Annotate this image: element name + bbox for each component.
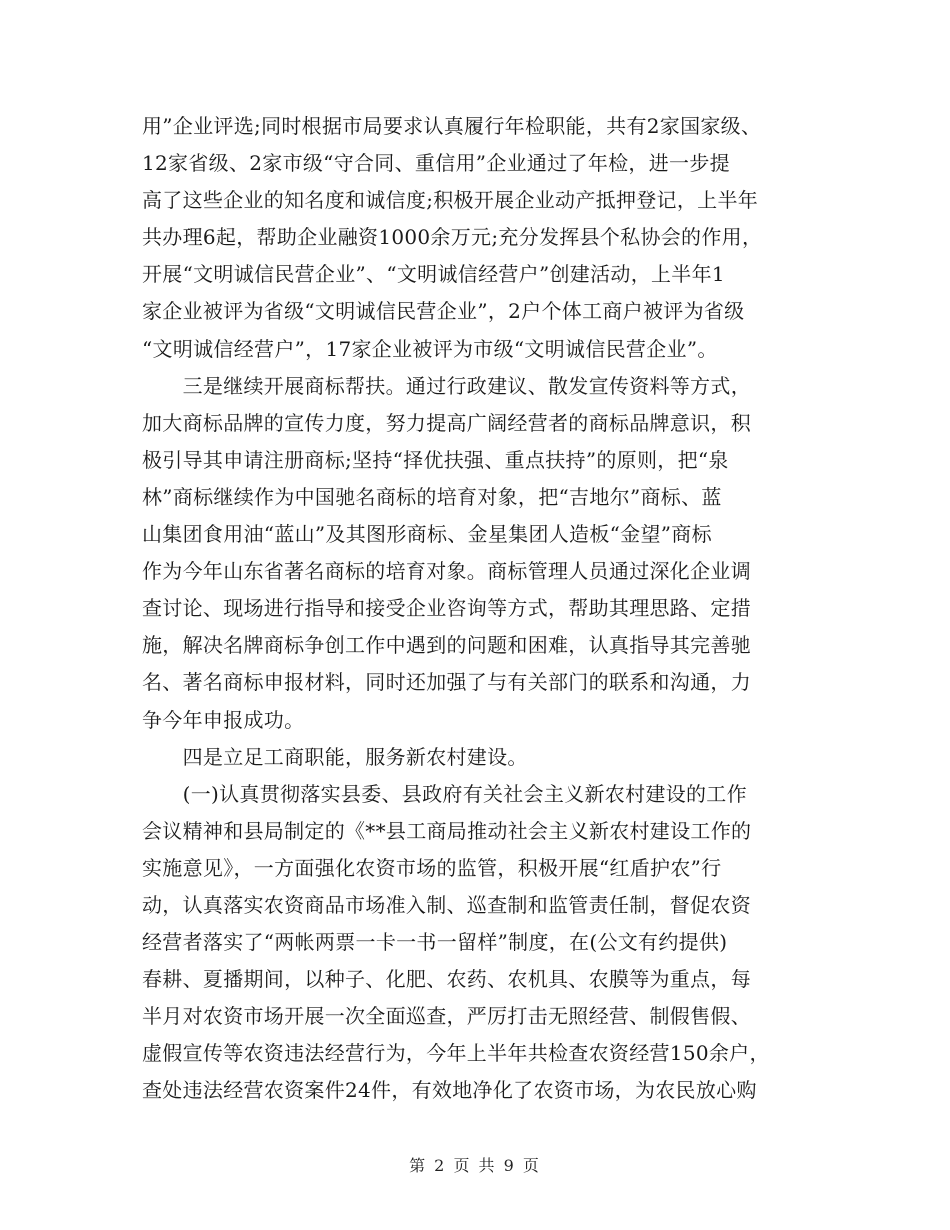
text-line: 山集团食用油“蓝山”及其图形商标、金星集团人造板“金望”商标 xyxy=(142,522,712,547)
text-line: 虚假宣传等农资违法经营行为，今年上半年共检查农资经营150余户， xyxy=(142,1041,770,1066)
text-line: 查讨论、现场进行指导和接受企业咨询等方式，帮助其理思路、定措 xyxy=(142,596,751,621)
text-line: 用”企业评选;同时根据市局要求认真履行年检职能，共有2家国家级、 xyxy=(142,114,762,138)
text-line: (一)认真贯彻落实县委、县政府有关社会主义新农村建设的工作 xyxy=(142,781,747,806)
text-line: 查处违法经营农资案件24件，有效地净化了农资市场，为农民放心购 xyxy=(142,1078,757,1103)
text-line: 作为今年山东省著名商标的培育对象。商标管理人员通过深化企业调 xyxy=(142,559,751,584)
text-line: 高了这些企业的知名度和诚信度;积极开展企业动产抵押登记，上半年 xyxy=(142,188,759,213)
text-line: 加大商标品牌的宣传力度，努力提高广阔经营者的商标品牌意识，积 xyxy=(142,410,751,435)
text-line: 共办理6起，帮助企业融资1000余万元;充分发挥县个私协会的作用， xyxy=(142,225,763,250)
text-line: 争今年申报成功。 xyxy=(142,707,305,732)
text-line: 开展“文明诚信民营企业”、“文明诚信经营户”创建活动，上半年1 xyxy=(142,262,725,287)
page-number-footer: 第 2 页 共 9 页 xyxy=(409,1156,541,1175)
text-line: 极引导其申请注册商标;坚持“择优扶强、重点扶持”的原则，把“泉 xyxy=(142,447,729,472)
text-line: 经营者落实了“两帐两票一卡一书一留样”制度，在(公文有约提供) xyxy=(142,930,728,955)
body-text xyxy=(142,108,822,1110)
text-line: 林”商标继续作为中国驰名商标的培育对象，把“吉地尔”商标、蓝 xyxy=(142,484,722,509)
text-line: 半月对农资市场开展一次全面巡查，严厉打击无照经营、制假售假、 xyxy=(142,1004,751,1029)
text-line: 家企业被评为省级“文明诚信民营企业”，2户个体工商户被评为省级 xyxy=(142,299,745,324)
text-line: 12家省级、2家市级“守合同、重信用”企业通过了年检，进一步提 xyxy=(142,151,730,176)
text-line: 动，认真落实农资商品市场准入制、巡查制和监管责任制，督促农资 xyxy=(142,892,751,917)
text-line: 三是继续开展商标帮扶。通过行政建议、散发宣传资料等方式， xyxy=(142,373,751,398)
text-line: 春耕、夏播期间，以种子、化肥、农药、农机具、农膜等为重点，每 xyxy=(142,967,751,992)
text-line: 四是立足工商职能，服务新农村建设。 xyxy=(142,744,528,769)
text-line: 实施意见》，一方面强化农资市场的监管，积极开展“红盾护农”行 xyxy=(142,855,722,880)
text-line: “文明诚信经营户”，17家企业被评为市级“文明诚信民营企业”。 xyxy=(142,336,718,361)
text-line: 名、著名商标申报材料，同时还加强了与有关部门的联系和沟通，力 xyxy=(142,670,751,695)
text-line: 施，解决名牌商标争创工作中遇到的问题和困难，认真指导其完善驰 xyxy=(142,633,751,658)
text-line: 会议精神和县局制定的《**县工商局推动社会主义新农村建设工作的 xyxy=(142,818,752,843)
